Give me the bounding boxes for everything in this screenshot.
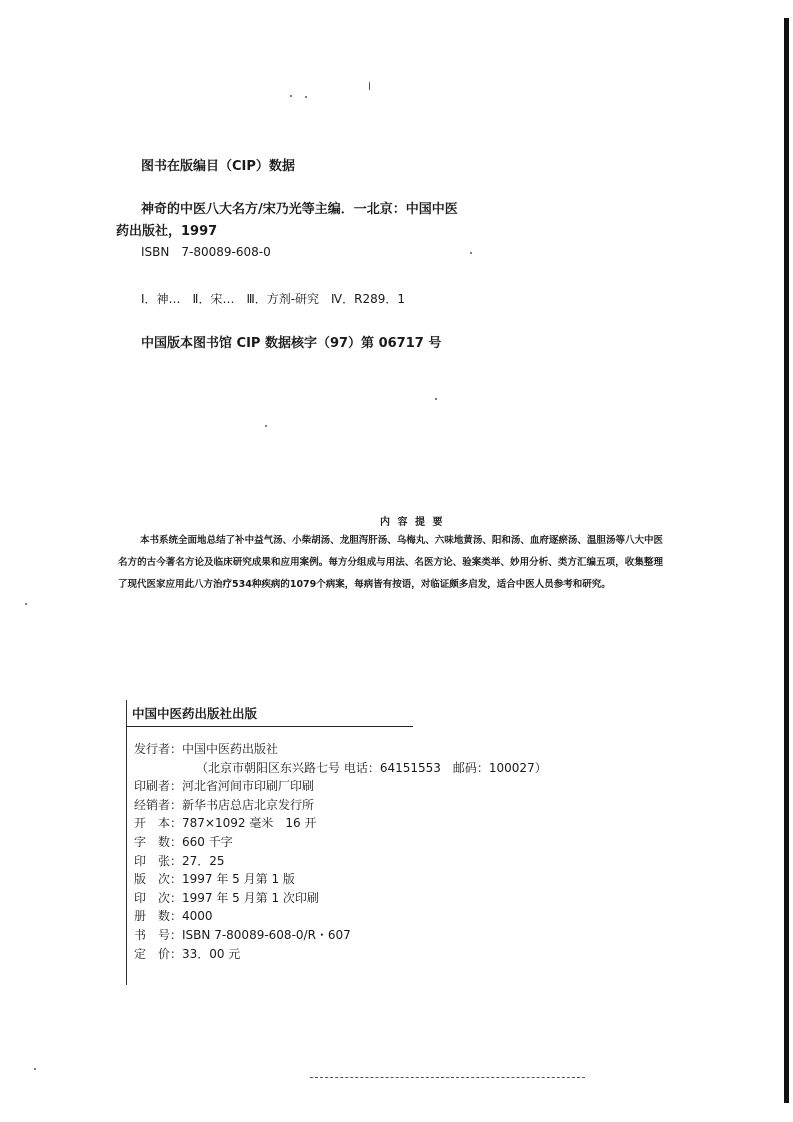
row-label: 册 数：	[134, 909, 183, 924]
scan-speck	[305, 96, 307, 98]
cip-title-line: 神奇的中医八大名方/宋乃光等主编．一北京：中国中医	[141, 202, 458, 217]
scan-speck	[470, 252, 472, 254]
row-label: 经销者：	[134, 797, 183, 812]
row-label: 字 数：	[134, 834, 183, 849]
publisher-heading: 中国中医药出版社出版	[132, 706, 258, 721]
scan-speck	[369, 82, 370, 90]
colophon-row-distributor	[134, 740, 547, 759]
row-label: 书 号：	[134, 927, 183, 942]
colophon-row-copies	[134, 907, 547, 926]
colophon-row-isbn	[134, 926, 547, 945]
colophon-row-printer	[134, 777, 547, 796]
colophon-row-sheets	[134, 852, 547, 871]
row-label: 发行者：	[134, 742, 183, 756]
colophon-divider	[126, 726, 413, 727]
row-value: 33．00 元	[182, 946, 241, 961]
bottom-dashed-rule	[310, 1077, 585, 1078]
row-value: 660 千字	[182, 834, 233, 849]
cip-classification: Ⅰ．神… Ⅱ．宋… Ⅲ．方剂-研究 Ⅳ．R289．1	[141, 292, 406, 306]
row-label: 印刷者：	[134, 779, 183, 794]
colophon-row-wordcount	[134, 833, 547, 852]
colophon-row-format	[134, 814, 547, 833]
scan-speck	[290, 95, 292, 97]
row-value: 河北省河间市印刷厂印刷	[182, 779, 315, 794]
abstract-body: 本书系统全面地总结了补中益气汤、小柴胡汤、龙胆泻肝汤、乌梅丸、六味地黄汤、阳和汤、血府逐瘀汤、温胆汤等八大中医名方的古今著名方论及临床研究成果和应用案例。每方分组成与用法、名医方论、验案类举、妙用分析、类方汇编五项，收集整理了现代医家应用此八方治疗534种疾病的1079个病案，每病皆有按语，对临证颇多启发，适合中医人员参考和研究。	[118, 535, 663, 590]
row-label: 印 次：	[134, 890, 183, 905]
colophon-row-address	[134, 759, 547, 778]
row-value: 787×1092 毫米 16 开	[182, 816, 317, 831]
scan-speck	[435, 398, 437, 400]
page-edge-border	[784, 18, 789, 1103]
colophon-row-edition	[134, 870, 547, 889]
row-value: 中国中医药出版社	[182, 742, 279, 756]
row-label: 定 价：	[134, 946, 183, 961]
colophon-row-price	[134, 945, 547, 964]
colophon-info	[134, 740, 547, 963]
cip-heading: 图书在版编目（CIP）数据	[141, 159, 295, 174]
row-value: 1997 年 5 月第 1 次印刷	[182, 890, 319, 905]
row-value: （北京市朝阳区东兴路七号 电话：64151553 邮码：100027）	[196, 760, 547, 775]
row-label: 开 本：	[134, 816, 183, 831]
row-value: 4000	[182, 909, 213, 924]
row-value: 新华书店总店北京发行所	[182, 797, 315, 812]
colophon-row-seller	[134, 796, 547, 815]
scan-speck	[25, 603, 27, 605]
scan-speck	[34, 1068, 36, 1070]
cip-check-number: 中国版本图书馆 CIP 数据核字（97）第 06717 号	[141, 336, 442, 351]
cip-isbn: ISBN 7-80089-608-0	[141, 245, 271, 259]
cip-publisher-line: 药出版社，1997	[116, 224, 218, 239]
scan-speck	[265, 425, 267, 427]
row-value: ISBN 7-80089-608-0/R・607	[182, 927, 351, 942]
row-label: 版 次：	[134, 872, 183, 887]
colophon-row-printing	[134, 889, 547, 908]
row-label: 印 张：	[134, 853, 183, 868]
row-value: 1997 年 5 月第 1 版	[182, 872, 295, 887]
abstract-title: 内 容 提 要	[380, 517, 445, 528]
colophon-side-rule	[126, 700, 127, 985]
row-value: 27．25	[182, 853, 225, 868]
